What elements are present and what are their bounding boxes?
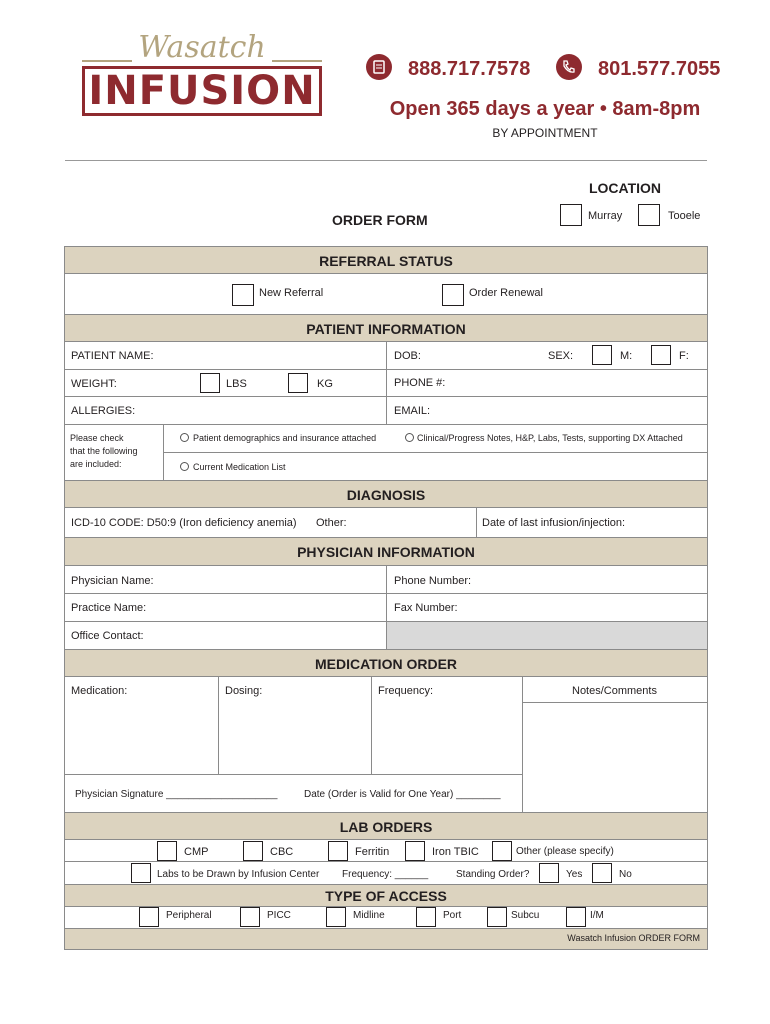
clinical-notes-label: Clinical/Progress Notes, H&P, Labs, Tests, supporting DX Attached bbox=[417, 433, 683, 443]
physician-signature-line[interactable]: Physician Signature ____________________ bbox=[75, 789, 278, 800]
lab-orders-header: LAB ORDERS bbox=[65, 812, 707, 840]
location-tooele-label: Tooele bbox=[668, 210, 701, 222]
clinical-notes-radio[interactable] bbox=[405, 433, 414, 442]
standing-no-label: No bbox=[619, 869, 632, 880]
access-peripheral-checkbox[interactable] bbox=[139, 907, 159, 927]
physician-name-label: Physician Name: bbox=[71, 575, 154, 587]
column-divider bbox=[386, 342, 387, 424]
access-port-checkbox[interactable] bbox=[416, 907, 436, 927]
access-midline-checkbox[interactable] bbox=[326, 907, 346, 927]
check-note-line: that the following bbox=[70, 446, 138, 456]
patient-name-label: PATIENT NAME: bbox=[71, 350, 154, 362]
access-subcu-label: Subcu bbox=[511, 910, 540, 921]
lab-cmp-label: CMP bbox=[184, 846, 209, 858]
medication-order-header: MEDICATION ORDER bbox=[65, 649, 707, 677]
row-divider bbox=[65, 861, 707, 862]
row-divider bbox=[65, 774, 523, 775]
standing-no-checkbox[interactable] bbox=[592, 863, 612, 883]
kg-checkbox[interactable] bbox=[288, 373, 308, 393]
sex-m-checkbox[interactable] bbox=[592, 345, 612, 365]
labs-drawn-checkbox[interactable] bbox=[131, 863, 151, 883]
medication-list-label: Current Medication List bbox=[193, 462, 286, 472]
lbs-label: LBS bbox=[226, 378, 247, 390]
lab-cbc-label: CBC bbox=[270, 846, 294, 858]
notes-comments-label: Notes/Comments bbox=[572, 685, 657, 697]
order-date-line[interactable]: Date (Order is Valid for One Year) ________ bbox=[304, 789, 501, 800]
location-murray-checkbox[interactable] bbox=[560, 204, 582, 226]
access-peripheral-label: Peripheral bbox=[166, 910, 212, 921]
location-murray-label: Murray bbox=[588, 210, 623, 222]
medication-label: Medication: bbox=[71, 685, 128, 697]
logo-wasatch-wordmark bbox=[82, 32, 322, 64]
phone-number-1[interactable]: 888.717.7578 bbox=[408, 58, 531, 80]
practice-name-label: Practice Name: bbox=[71, 602, 147, 614]
email-label: EMAIL: bbox=[394, 405, 431, 417]
access-midline-label: Midline bbox=[353, 910, 385, 921]
check-note-line: are included: bbox=[70, 459, 122, 469]
demographics-radio[interactable] bbox=[180, 433, 189, 442]
row-divider bbox=[65, 424, 707, 425]
lab-frequency-line[interactable]: Frequency: ______ bbox=[342, 869, 429, 880]
column-divider bbox=[522, 677, 523, 812]
sex-m-label: M: bbox=[620, 350, 633, 362]
location-tooele-checkbox[interactable] bbox=[638, 204, 660, 226]
dosing-label: Dosing: bbox=[225, 685, 263, 697]
check-note-line: Please check bbox=[70, 433, 124, 443]
last-infusion-label: Date of last infusion/injection: bbox=[482, 517, 626, 529]
logo-infusion: INFUSION bbox=[82, 66, 322, 116]
access-subcu-checkbox[interactable] bbox=[487, 907, 507, 927]
physician-information-header: PHYSICIAN INFORMATION bbox=[65, 537, 707, 566]
hours-text: Open 365 days a year • 8am-8pm bbox=[389, 98, 701, 120]
lab-cbc-checkbox[interactable] bbox=[243, 841, 263, 861]
lab-iron-tbic-label: Iron TBIC bbox=[432, 846, 479, 858]
order-renewal-label: Order Renewal bbox=[469, 287, 543, 299]
check-note bbox=[70, 432, 138, 471]
lab-other-checkbox[interactable] bbox=[492, 841, 512, 861]
logo-top-text: Wasatch bbox=[138, 30, 266, 65]
patient-information-header: PATIENT INFORMATION bbox=[65, 314, 707, 342]
access-picc-label: PICC bbox=[267, 910, 291, 921]
diagnosis-header: DIAGNOSIS bbox=[65, 480, 707, 508]
access-port-label: Port bbox=[443, 910, 462, 921]
other-diagnosis-label: Other: bbox=[316, 517, 347, 529]
row-divider bbox=[163, 452, 707, 453]
new-referral-checkbox[interactable] bbox=[232, 284, 254, 306]
phone-label: PHONE #: bbox=[394, 377, 446, 389]
row-divider bbox=[522, 702, 707, 703]
fax-icon bbox=[366, 54, 392, 80]
lab-other-label: Other (please specify) bbox=[516, 846, 614, 857]
office-contact-label: Office Contact: bbox=[71, 630, 144, 642]
physician-phone-label: Phone Number: bbox=[394, 575, 472, 587]
location-title: LOCATION bbox=[588, 180, 662, 196]
phone-icon bbox=[556, 54, 582, 80]
new-referral-label: New Referral bbox=[259, 287, 324, 299]
dob-label: DOB: bbox=[394, 350, 421, 362]
office-contact-shaded-cell bbox=[387, 622, 707, 649]
access-im-checkbox[interactable] bbox=[566, 907, 586, 927]
column-divider bbox=[218, 677, 219, 774]
fax-number-label: Fax Number: bbox=[394, 602, 458, 614]
medication-list-radio[interactable] bbox=[180, 462, 189, 471]
demographics-label: Patient demographics and insurance attached bbox=[193, 433, 377, 443]
icd-code-label: ICD-10 CODE: D50:9 (Iron deficiency anemia) bbox=[71, 517, 297, 529]
standing-order-label: Standing Order? bbox=[456, 869, 530, 880]
sex-f-label: F: bbox=[679, 350, 689, 362]
phone-number-2[interactable]: 801.577.7055 bbox=[598, 58, 721, 80]
column-divider bbox=[476, 508, 477, 537]
access-im-label: I/M bbox=[590, 910, 604, 921]
lab-ferritin-label: Ferritin bbox=[355, 846, 390, 858]
type-of-access-header: TYPE OF ACCESS bbox=[65, 884, 707, 907]
order-form-title: ORDER FORM bbox=[332, 212, 428, 228]
referral-status-header: REFERRAL STATUS bbox=[65, 246, 707, 274]
lab-ferritin-checkbox[interactable] bbox=[328, 841, 348, 861]
order-renewal-checkbox[interactable] bbox=[442, 284, 464, 306]
footer-text: Wasatch Infusion ORDER FORM bbox=[567, 933, 700, 943]
frequency-label: Frequency: bbox=[378, 685, 434, 697]
standing-yes-label: Yes bbox=[566, 869, 583, 880]
header-divider bbox=[65, 160, 707, 161]
access-picc-checkbox[interactable] bbox=[240, 907, 260, 927]
sex-label: SEX: bbox=[548, 350, 574, 362]
column-divider bbox=[371, 677, 372, 774]
weight-label: WEIGHT: bbox=[71, 378, 117, 390]
standing-yes-checkbox[interactable] bbox=[539, 863, 559, 883]
labs-drawn-label: Labs to be Drawn by Infusion Center bbox=[157, 869, 320, 880]
appointment-text: BY APPOINTMENT bbox=[492, 126, 598, 140]
lab-iron-tbic-checkbox[interactable] bbox=[405, 841, 425, 861]
sex-f-checkbox[interactable] bbox=[651, 345, 671, 365]
lab-cmp-checkbox[interactable] bbox=[157, 841, 177, 861]
allergies-label: ALLERGIES: bbox=[71, 405, 136, 417]
lbs-checkbox[interactable] bbox=[200, 373, 220, 393]
kg-label: KG bbox=[317, 378, 333, 390]
